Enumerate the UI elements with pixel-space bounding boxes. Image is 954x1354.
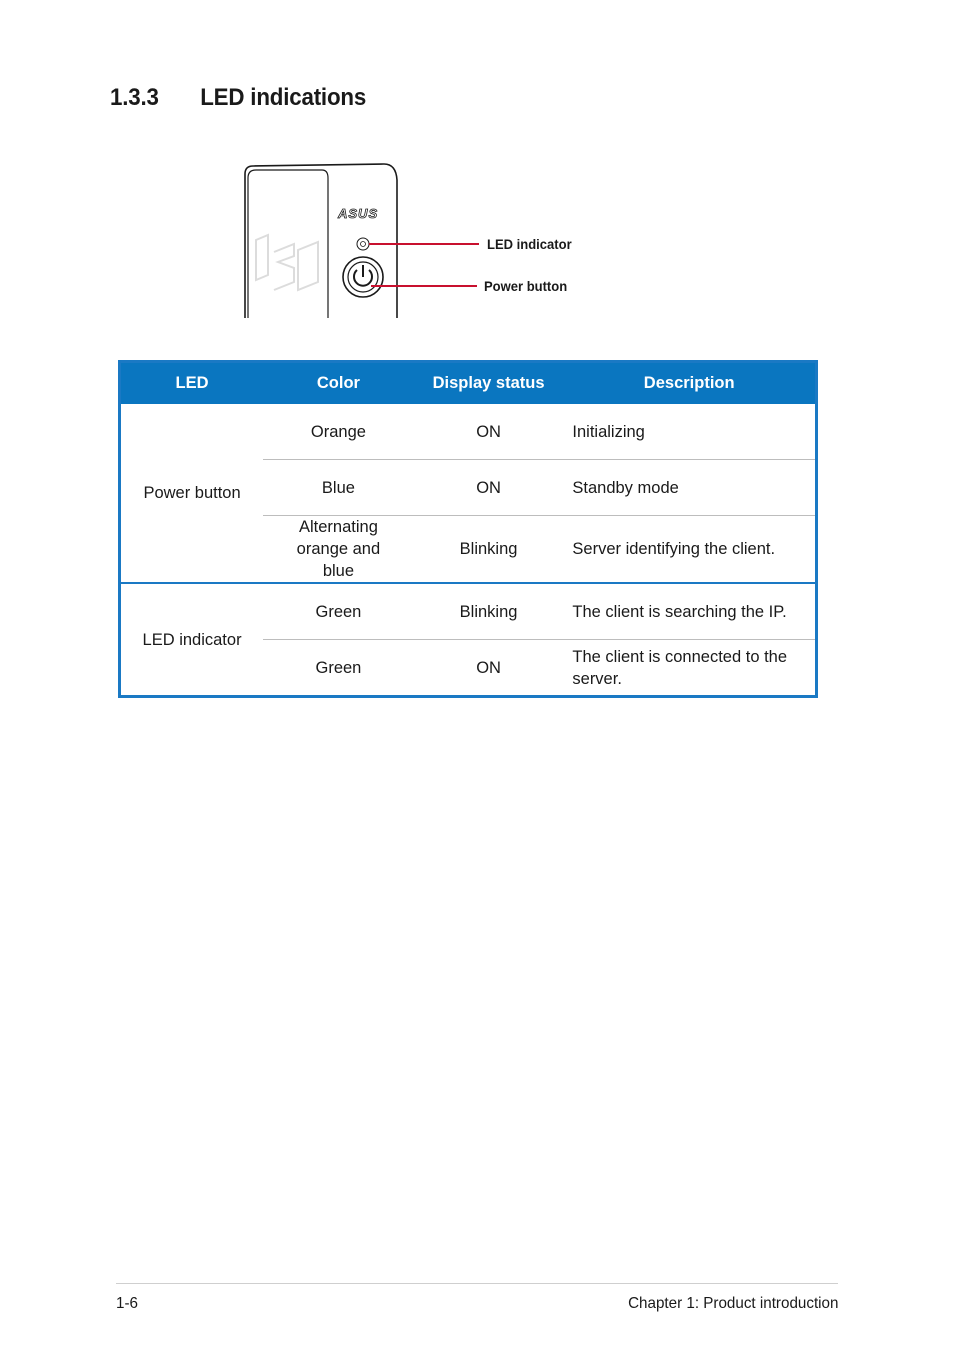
header-color: Color [263, 362, 414, 405]
led-name-cell: LED indicator [120, 583, 264, 697]
led-indications-table [118, 360, 818, 698]
status-cell: ON [476, 422, 501, 441]
led-indicator-icon [357, 238, 369, 250]
color-cell: Blue [263, 460, 414, 516]
status-cell: Blinking [414, 583, 564, 640]
description-cell: The client is connected to the server. [563, 640, 816, 697]
status-cell: ON [414, 460, 564, 516]
chapter-title: Chapter 1: Product introduction [627, 1295, 838, 1312]
device-figure [238, 160, 598, 320]
color-cell: Alternating orange and blue [263, 516, 414, 584]
description-cell: The client is searching the IP. [563, 583, 816, 640]
status-cell: Blinking [414, 516, 564, 584]
header-display-status: Display status [414, 362, 564, 405]
led-indicator-callout: LED indicator [487, 236, 572, 252]
table-header-row [120, 362, 817, 405]
table-row [120, 404, 817, 460]
section-heading [110, 84, 366, 112]
table-row [120, 583, 817, 640]
page-number: 1-6 [116, 1295, 138, 1312]
section-title: LED indications [200, 84, 367, 111]
description-cell: Server identifying the client. [563, 516, 816, 584]
footer-divider [116, 1283, 838, 1284]
led-name-cell: Power button [143, 484, 241, 502]
color-cell: Green [263, 583, 414, 640]
asus-logo: ASUS [338, 206, 379, 221]
section-number: 1.3.3 [110, 84, 159, 111]
description-cell: Initializing [572, 422, 645, 441]
header-led: LED [120, 362, 264, 405]
header-description: Description [563, 362, 816, 405]
description-cell: Standby mode [563, 460, 816, 516]
color-cell: Green [263, 640, 414, 697]
color-cell: Orange [310, 422, 366, 441]
device-side-panel [248, 170, 328, 318]
power-button-callout: Power button [484, 278, 568, 294]
status-cell: ON [414, 640, 564, 697]
